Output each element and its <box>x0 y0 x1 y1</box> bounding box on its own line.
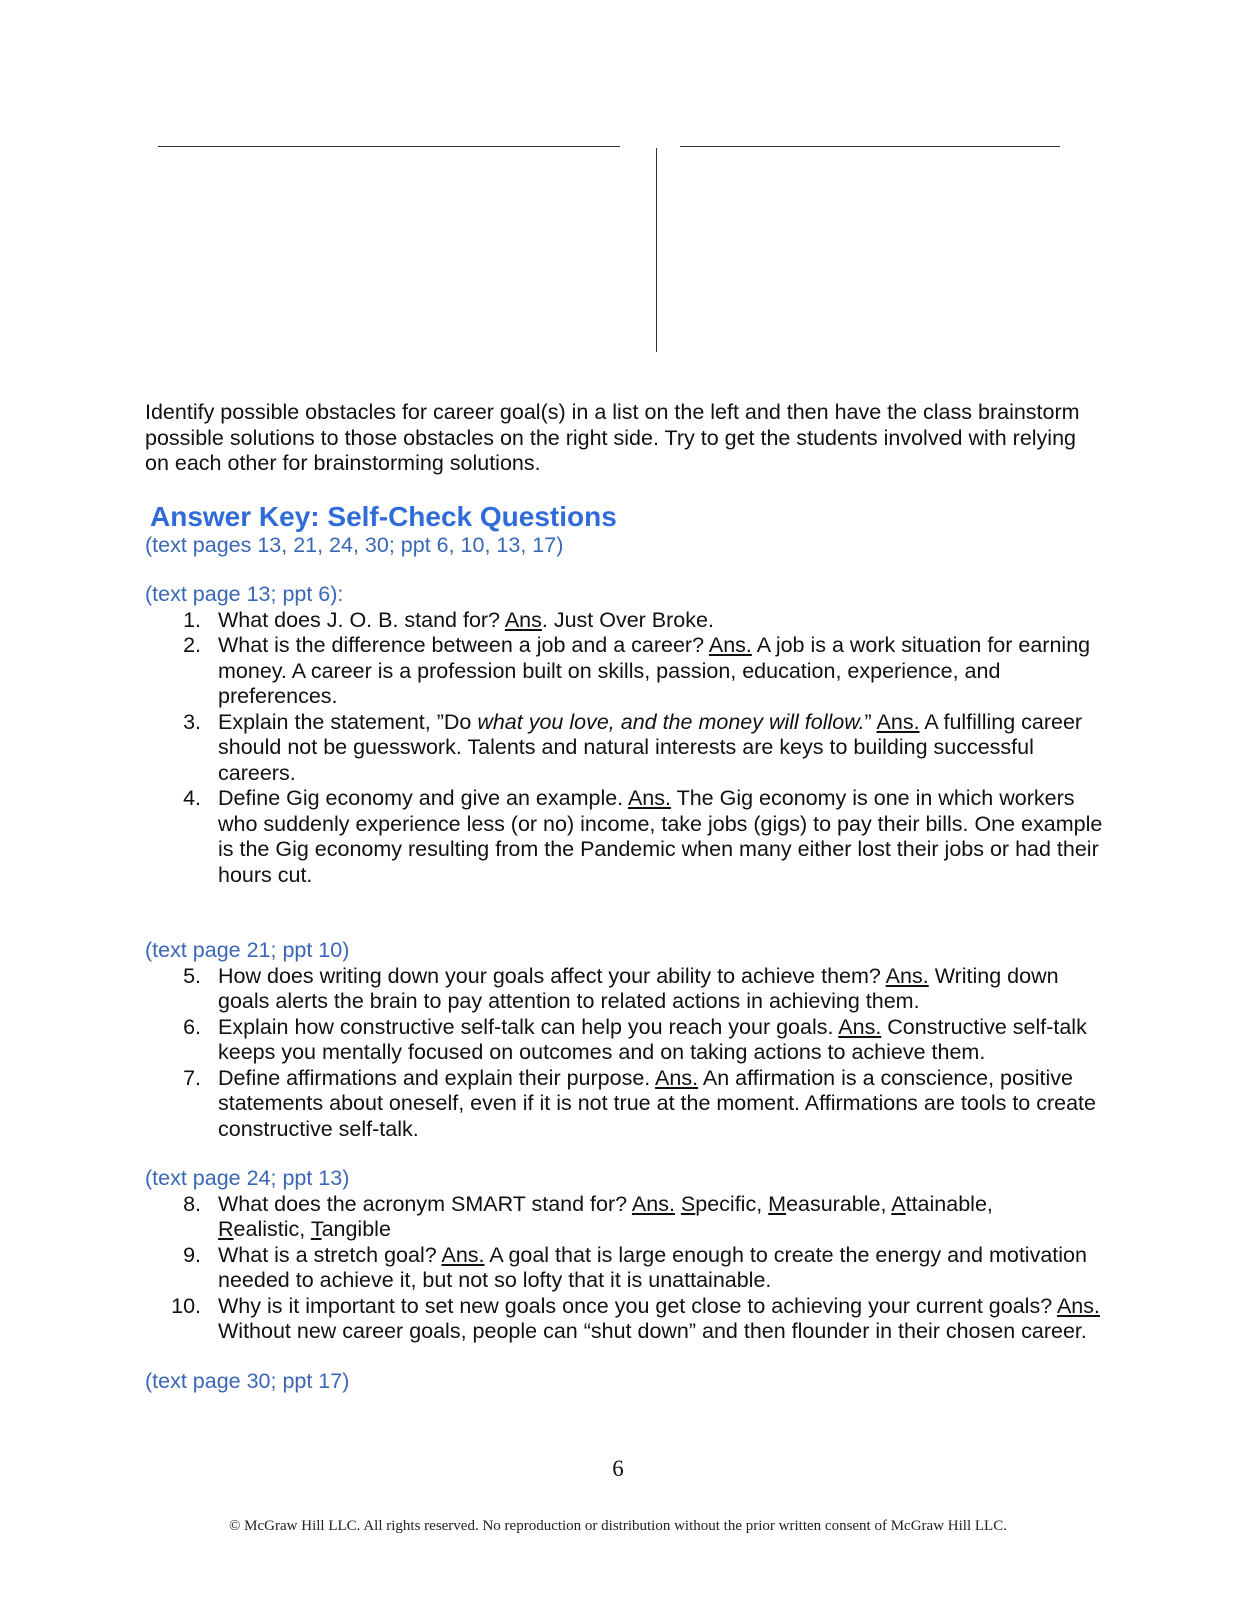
answer-label: Ans. <box>838 1014 882 1039</box>
answer-key-title: Answer Key: Self-Check Questions <box>150 500 617 532</box>
question-item <box>145 1015 1105 1066</box>
question-item <box>145 1243 1105 1294</box>
question-number: 5. <box>183 963 201 988</box>
group-ref-page-13: (text page 13; ppt 6): <box>145 582 344 606</box>
question-text: What is a stretch goal? <box>218 1242 437 1267</box>
t-chart <box>0 0 1236 360</box>
answer-text: A fulfilling career should not be guesswork. Talents and natural interests are keys to building successful careers. <box>218 709 1083 785</box>
question-item <box>145 786 1105 888</box>
answer-text: Writing down goals alerts the brain to pay attention to related actions in achieving them. <box>218 963 1059 1013</box>
answer-label: Ans. <box>708 633 752 657</box>
question-number: 9. <box>183 1242 201 1267</box>
answer-label: Ans. <box>876 709 920 734</box>
center-divider-line <box>656 148 657 352</box>
answer-text: A goal that is large enough to create the energy and motivation needed to achieve it, but not so lofty that it is unattainable. <box>218 1242 1087 1292</box>
main-content <box>145 400 1105 1394</box>
question-number: 1. <box>183 607 201 632</box>
group-ref-page-30: (text page 30; ppt 17) <box>145 1368 350 1393</box>
copyright-footer: © McGraw Hill LLC. All rights reserved. No reproduction or distribution without the prior written consent of McGraw Hill LLC. <box>229 1518 1007 1534</box>
question-item <box>145 608 1105 634</box>
question-list-1 <box>145 608 1105 889</box>
question-number: 4. <box>183 786 201 810</box>
intro-paragraph: Identify possible obstacles for career goal(s) in a list on the left and then have the class brainstorm possible solutions to those obstacles on the right side. Try to get the students involved with relying on each other for brainstorming solutions. <box>145 400 1080 475</box>
answer-key-refs: (text pages 13, 21, 24, 30; ppt 6, 10, 13, 17) <box>145 532 564 557</box>
question-text-post: ” <box>864 709 872 734</box>
question-list-2 <box>145 964 1105 1143</box>
answer-label: Ans. <box>655 1065 699 1090</box>
question-item <box>145 1294 1105 1345</box>
question-list-3 <box>145 1192 1105 1345</box>
group-ref-page-21: (text page 21; ppt 10) <box>145 938 350 962</box>
answer-text: A job is a work situation for earning money. A career is a profession built on skills, passion, education, experience, and preferences. <box>218 633 1091 708</box>
question-text-italic: what you love, and the money will follow. <box>477 709 865 734</box>
answer-label: Ans. <box>627 786 671 810</box>
answer-label: Ans. <box>1056 1293 1100 1318</box>
question-text: Define affirmations and explain their purpose. <box>218 1065 651 1090</box>
question-text: Explain how constructive self-talk can help you reach your goals. <box>218 1014 834 1039</box>
answer-text: The Gig economy is one in which workers who suddenly experience less (or no) income, take jobs (gigs) to pay their bills. One example is the Gig economy resulting from the Pandemic when many either lost their jobs or had their hours cut. <box>218 786 1103 887</box>
question-number: 7. <box>183 1065 201 1090</box>
question-number: 3. <box>183 709 201 734</box>
answer-label: Ans. <box>631 1191 675 1216</box>
question-text: What does J. O. B. stand for? <box>218 607 501 632</box>
answer-label: Ans. <box>885 963 929 988</box>
question-number: 8. <box>183 1191 201 1216</box>
question-number: 2. <box>183 633 201 657</box>
left-column-line <box>158 146 620 147</box>
question-text-pre: Explain the statement, ”Do <box>218 709 478 734</box>
question-text: Why is it important to set new goals once you get close to achieving your current goals? <box>218 1293 1053 1318</box>
question-text: What is the difference between a job and a career? <box>218 633 705 657</box>
question-text: What does the acronym SMART stand for? <box>218 1191 628 1216</box>
question-text: How does writing down your goals affect your ability to achieve them? <box>218 963 881 988</box>
question-item <box>145 964 1105 1015</box>
question-number: 10. <box>171 1293 201 1318</box>
page-number: 6 <box>612 1456 624 1481</box>
question-item <box>145 633 1105 710</box>
right-column-line <box>680 146 1060 147</box>
question-item <box>145 1066 1105 1143</box>
answer-label: Ans. <box>441 1242 485 1267</box>
group-ref-page-24: (text page 24; ppt 13) <box>145 1166 350 1190</box>
question-item <box>145 710 1105 787</box>
question-text: Define Gig economy and give an example. <box>218 786 624 810</box>
question-number: 6. <box>183 1014 201 1039</box>
answer-label: Ans <box>504 607 542 632</box>
answer-text: . Just Over Broke. <box>541 607 714 632</box>
answer-text: Without new career goals, people can “shut down” and then flounder in their chosen career. <box>218 1319 1087 1343</box>
smart-answer: Specific, Measurable, Attainable, Realistic, Tangible <box>218 1191 993 1241</box>
question-item <box>145 1192 1105 1243</box>
answer-text: An affirmation is a conscience, positive statements about oneself, even if it is not true at the moment. Affirmations are tools to create constructive self-talk. <box>218 1065 1096 1141</box>
answer-text: Constructive self-talk keeps you mentally focused on outcomes and on taking actions to achieve them. <box>218 1014 1087 1064</box>
